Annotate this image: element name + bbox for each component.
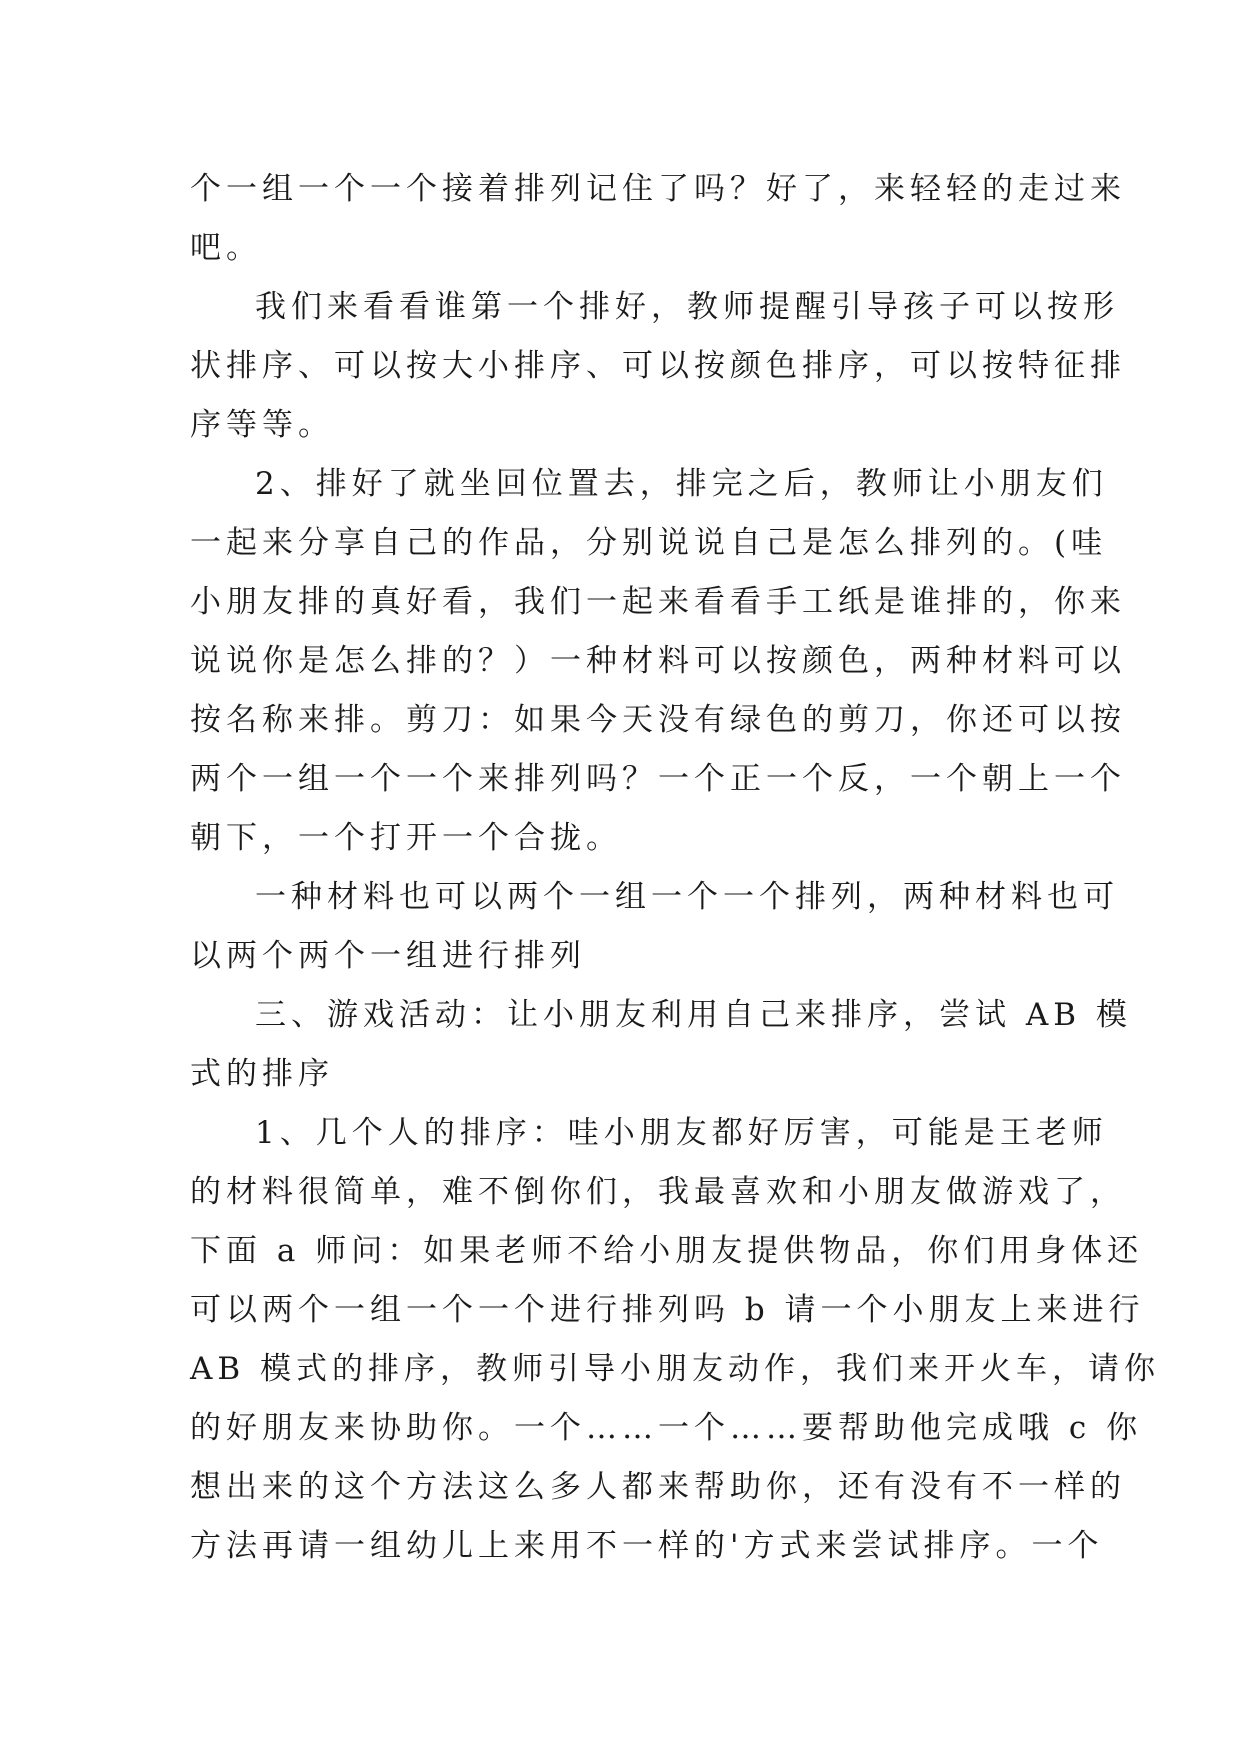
text-line: 方法再请一组幼儿上来用不一样的'方式来尝试排序。一个 [190,1528,1104,1564]
text-line: 一种材料也可以两个一组一个一个排列，两种材料也可 [255,879,1119,915]
text-line: 以两个两个一组进行排列 [190,938,586,974]
text-line: 说说你是怎么排的？）一种材料可以按颜色，两种材料可以 [190,643,1126,679]
text-line: 的材料很简单，难不倒你们，我最喜欢和小朋友做游戏了， [190,1174,1126,1210]
text-line: 式的排序 [190,1056,334,1092]
document-body [190,160,1161,1576]
text-line: 1、几个人的排序：哇小朋友都好厉害，可能是王老师 [255,1115,1108,1151]
text-line: 朝下，一个打开一个合拢。 [190,820,622,856]
text-line: 下面 a 师问：如果老师不给小朋友提供物品，你们用身体还 [190,1233,1144,1269]
text-line: AB 模式的排序，教师引导小朋友动作，我们来开火车，请你 [190,1351,1161,1387]
text-line: 可以两个一组一个一个进行排列吗 b 请一个小朋友上来进行 [190,1292,1145,1328]
text-line: 2、排好了就坐回位置去，排完之后，教师让小朋友们 [255,466,1108,502]
text-line: 想出来的这个方法这么多人都来帮助你，还有没有不一样的 [190,1469,1126,1505]
text-line: 三、游戏活动：让小朋友利用自己来排序，尝试 AB 模 [255,997,1132,1033]
text-line: 吧。 [190,230,262,266]
text-line: 的好朋友来协助你。一个……一个……要帮助他完成哦 c 你 [190,1410,1143,1446]
text-line: 一起来分享自己的作品，分别说说自己是怎么排列的。(哇 [190,525,1108,561]
text-line: 小朋友排的真好看，我们一起来看看手工纸是谁排的，你来 [190,584,1126,620]
text-line: 按名称来排。剪刀：如果今天没有绿色的剪刀，你还可以按 [190,702,1126,738]
text-line: 个一组一个一个接着排列记住了吗？好了，来轻轻的走过来 [190,171,1126,207]
text-line: 我们来看看谁第一个排好，教师提醒引导孩子可以按形 [255,289,1119,325]
text-line: 序等等。 [190,407,334,443]
text-line: 状排序、可以按大小排序、可以按颜色排序，可以按特征排 [190,348,1126,384]
text-line: 两个一组一个一个来排列吗？一个正一个反，一个朝上一个 [190,761,1126,797]
